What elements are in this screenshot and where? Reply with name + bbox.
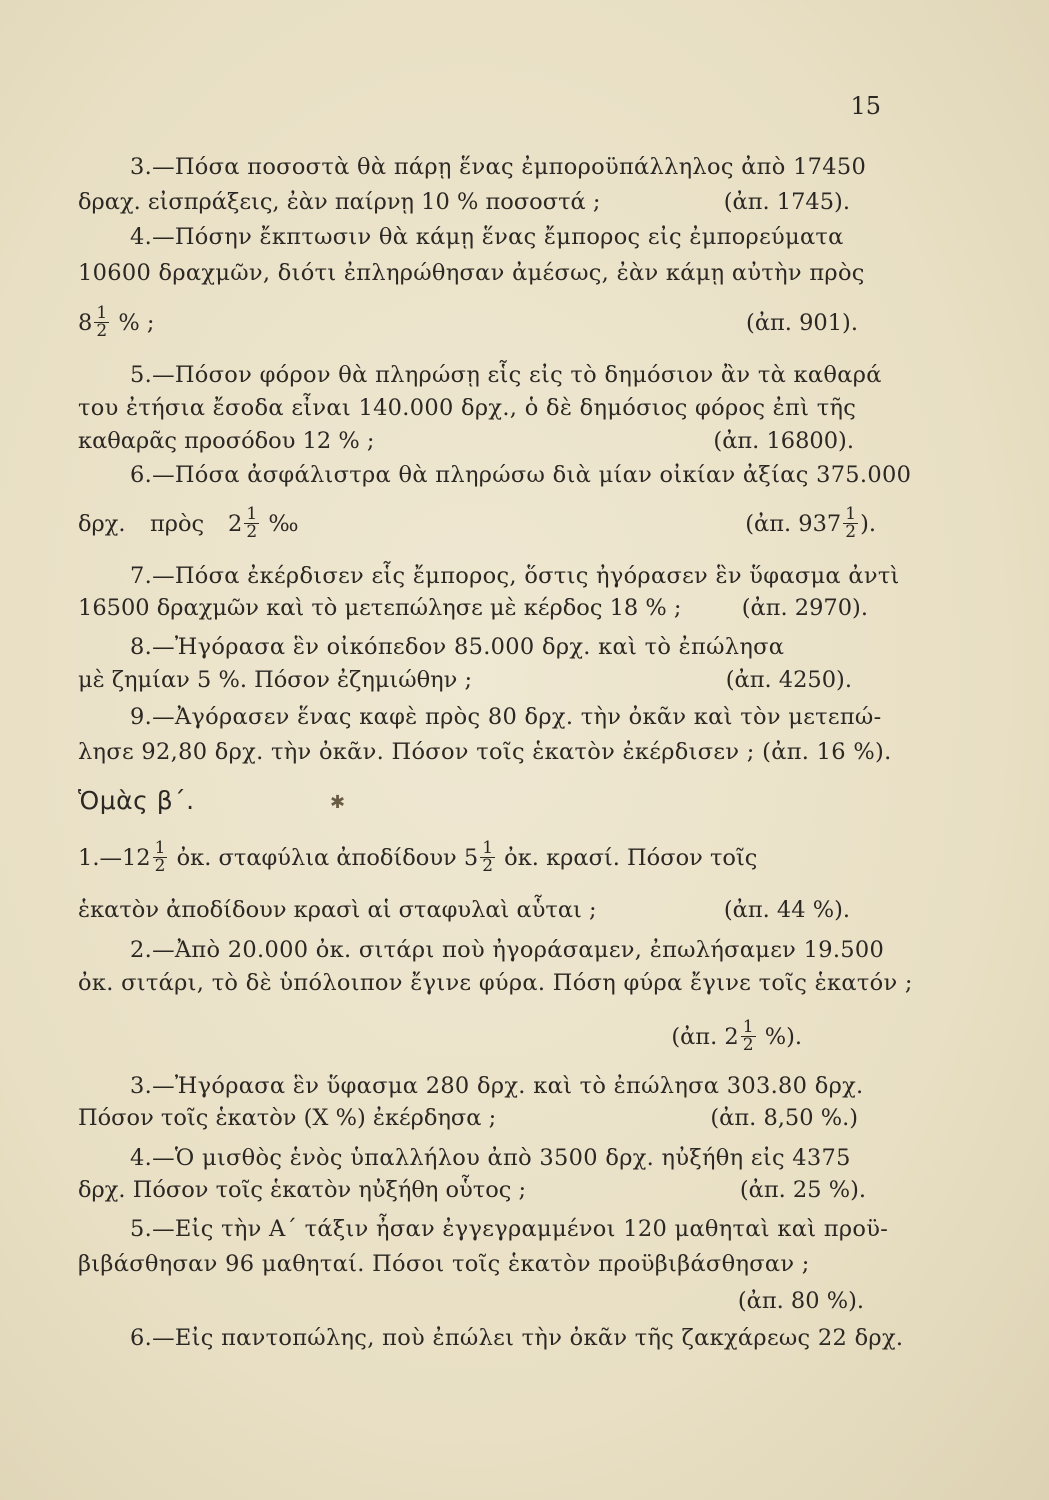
answer-suffix: %). <box>764 1024 802 1050</box>
problem-8-answer: (ἀπ. 4250). <box>725 667 852 693</box>
problem-4-line-1: 4.—Πόσην ἔκπτωσιν θὰ κάμῃ ἕνας ἔμπορος εἰς ἐμπορεύματα <box>130 224 844 250</box>
b1-fraction-1 <box>153 837 168 876</box>
b4-answer: (ἀπ. 25 %). <box>739 1177 866 1203</box>
problem-4-rate-fraction <box>94 302 109 341</box>
b3-line-1: 3.—Ἠγόρασα ἓν ὕφασμα 280 δρχ. καὶ τὸ ἐπώλησα 303.80 δρχ. <box>130 1073 864 1099</box>
b1-content <box>78 830 757 886</box>
problem-3-line-2: δραχ. εἰσπράξεις, ἐὰν παίρνῃ 10 % ποσοστά ; <box>78 189 601 215</box>
fraction-numerator: 1 <box>482 837 494 858</box>
fraction-numerator: 1 <box>742 1016 754 1037</box>
page-number: 15 <box>850 92 881 120</box>
answer-fraction <box>843 503 858 542</box>
b3-line-2-row <box>78 1098 880 1138</box>
problem-5-line-3: καθαρᾶς προσόδου 12 % ; <box>78 428 375 454</box>
b4-line-2-row <box>78 1170 880 1210</box>
problem-9-line-2: λησε 92,80 δρχ. τὴν ὀκᾶν. Πόσον τοῖς ἑκατὸν ἐκέρδισεν ; (ἀπ. 16 %). <box>78 739 892 765</box>
problem-3-answer: (ἀπ. 1745). <box>723 189 850 215</box>
problem-5-answer: (ἀπ. 16800). <box>713 428 854 454</box>
b4-line-1: 4.—Ὁ μισθὸς ἑνὸς ὑπαλλήλου ἀπὸ 3500 δρχ. ηὐξήθη εἰς 4375 <box>130 1145 851 1171</box>
fraction-numerator: 1 <box>845 503 857 524</box>
fraction-denominator: 2 <box>154 855 166 876</box>
problem-6-line-2-row <box>78 496 880 552</box>
problem-4-rate <box>78 296 154 350</box>
b2-answer <box>671 1008 802 1066</box>
b1-fraction-2 <box>480 837 495 876</box>
fraction-denominator: 2 <box>96 320 108 341</box>
problem-8-line-2: μὲ ζημίαν 5 %. Πόσον ἐζημιώθην ; <box>78 667 473 693</box>
answer-prefix: (ἀπ. 937 <box>745 511 842 537</box>
b2-answer-row <box>78 1008 880 1066</box>
fraction-denominator: 2 <box>246 521 258 542</box>
b4-line-2: δρχ. Πόσον τοῖς ἑκατὸν ηὐξήθη οὗτος ; <box>78 1177 527 1203</box>
group-b-heading: Ὁμὰς β΄. <box>78 786 195 815</box>
problem-6-prefix: δρχ. <box>78 511 126 537</box>
problem-8-line-1: 8.—Ἠγόρασα ἓν οἰκόπεδον 85.000 δρχ. καὶ τὸ ἐπώλησα <box>130 634 785 660</box>
asterisk-mark: ✱ <box>330 792 346 813</box>
problem-7-answer: (ἀπ. 2970). <box>741 595 868 621</box>
problem-3-line-1: 3.—Πόσα ποσοστὰ θὰ πάρῃ ἕνας ἐμπορoϋπάλληλος ἀπὸ 17450 <box>130 154 867 180</box>
problem-9-line-1: 9.—Ἀγόρασεν ἕνας καφὲ πρὸς 80 δρχ. τὴν ὀκᾶν καὶ τὸν μετεπώ- <box>130 704 882 730</box>
problem-8-line-2-row <box>78 660 880 700</box>
b2-line-1: 2.—Ἀπὸ 20.000 ὀκ. σιτάρι ποὺ ἠγοράσαμεν, ἐπωλήσαμεν 19.500 <box>130 937 885 963</box>
b1-answer: (ἀπ. 44 %). <box>723 897 850 923</box>
problem-3-line-2-row <box>78 182 880 222</box>
problem-6-rate-whole: 2 <box>228 511 243 537</box>
answer-prefix: (ἀπ. 2 <box>671 1024 739 1050</box>
problem-5-line-3-row <box>78 421 880 461</box>
problem-6-rate-fraction <box>244 503 259 542</box>
b5-answer: (ἀπ. 80 %). <box>737 1288 864 1314</box>
b1-pre: 1.—12 <box>78 845 151 871</box>
fraction-numerator: 1 <box>246 503 258 524</box>
b1-post: ὀκ. κρασί. Πόσον τοῖς <box>504 845 758 871</box>
problem-7-line-1: 7.—Πόσα ἐκέρδισεν εἷς ἔμπορος, ὅστις ἠγόρασεν ἓν ὕφασμα ἀντὶ <box>130 563 900 589</box>
b1-line-2: ἑκατὸν ἀποδίδουν κρασὶ αἱ σταφυλαὶ αὗται ; <box>78 897 597 923</box>
problem-6-answer <box>745 496 876 552</box>
fraction-denominator: 2 <box>845 521 857 542</box>
answer-suffix: ). <box>860 511 876 537</box>
group-b-problem-1-line-2-row <box>78 890 880 930</box>
fraction-numerator: 1 <box>96 302 108 323</box>
b5-answer-row <box>78 1281 880 1321</box>
b5-line-2: βιβάσθησαν 96 μαθηταί. Πόσοι τοῖς ἑκατὸν προϋβιβάσθησαν ; <box>78 1251 810 1277</box>
b3-answer: (ἀπ. 8,50 %.) <box>710 1105 858 1131</box>
b5-line-1: 5.—Εἰς τὴν Α΄ τάξιν ἦσαν ἐγγεγραμμένοι 120 μαθηταὶ καὶ προϋ- <box>130 1216 889 1242</box>
problem-4-rate-suffix: % ; <box>118 310 155 336</box>
problem-4-answer: (ἀπ. 901). <box>746 310 858 336</box>
group-b-problem-1-line-1 <box>78 830 880 886</box>
b2-line-2: ὀκ. σιτάρι, τὸ δὲ ὑπόλοιπον ἔγινε φύρα. Πόση φύρα ἔγινε τοῖς ἑκατόν ; <box>78 970 913 996</box>
problem-4-line-2: 10600 δραχμῶν, διότι ἐπληρώθησαν ἀμέσως, ἐὰν κάμῃ αὐτὴν πρὸς <box>78 260 865 286</box>
b6-line-1: 6.—Εἰς παντοπώλης, ποὺ ἐπώλει τὴν ὀκᾶν τῆς ζακχάρεως 22 δρχ. <box>130 1325 904 1351</box>
problem-6-rate <box>228 496 299 552</box>
problem-5-line-1: 5.—Πόσον φόρον θὰ πληρώσῃ εἷς εἰς τὸ δημόσιον ἂν τὰ καθαρά <box>130 362 882 388</box>
problem-6-pros: πρὸς <box>150 511 205 537</box>
problem-5-line-2: του ἐτήσια ἔσοδα εἶναι 140.000 δρχ., ὁ δὲ δημόσιος φόρος ἐπὶ τῆς <box>78 395 857 421</box>
fraction-denominator: 2 <box>742 1034 754 1055</box>
fraction-numerator: 1 <box>154 837 166 858</box>
answer-fraction <box>741 1016 756 1055</box>
b1-mid: ὀκ. σταφύλια ἀποδίδουν 5 <box>176 845 479 871</box>
problem-4-rate-whole: 8 <box>78 310 93 336</box>
problem-6-line-1: 6.—Πόσα ἀσφάλιστρα θὰ πληρώσω διὰ μίαν οἰκίαν ἀξίας 375.000 <box>130 462 912 488</box>
problem-7-line-2: 16500 δραχμῶν καὶ τὸ μετεπώλησε μὲ κέρδος 18 % ; <box>78 595 682 621</box>
problem-4-line-3-row <box>78 296 880 350</box>
problem-7-line-2-row <box>78 588 880 628</box>
b3-line-2: Πόσον τοῖς ἑκατὸν (Χ %) ἐκέρδησα ; <box>78 1105 497 1131</box>
problem-6-rate-suffix: ‰ <box>268 511 299 537</box>
fraction-denominator: 2 <box>482 855 494 876</box>
